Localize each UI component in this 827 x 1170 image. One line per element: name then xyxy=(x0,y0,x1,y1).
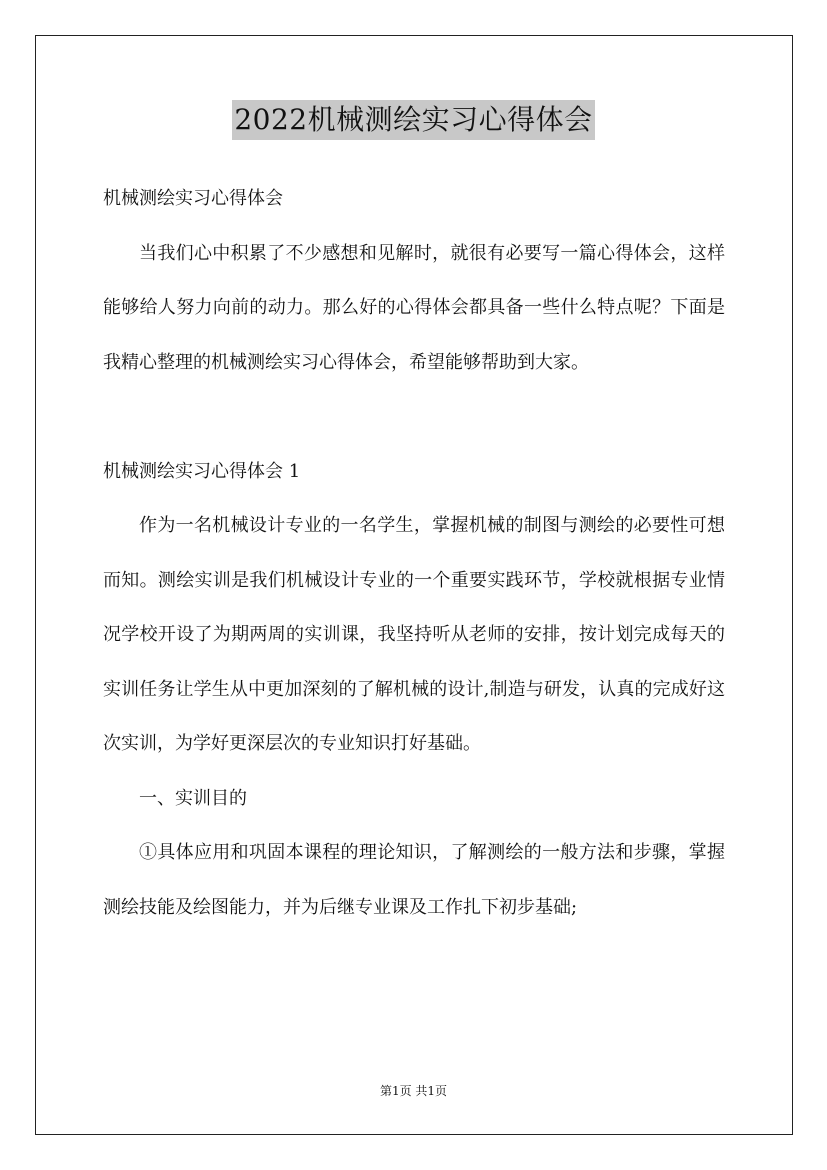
page-footer xyxy=(0,1083,827,1099)
section-1-paragraph: 作为一名机械设计专业的一名学生，掌握机械的制图与测绘的必要性可想而知。测绘实训是我们机械设计专业的一个重要实践环节，学校就根据专业情况学校开设了为期两周的实训课，我坚持听从老师的安排，按计划完成每天的实训任务让学生从中更加深刻的了解机械的设计,制造与研发，认真的完成好这次实训，为学好更深层次的专业知识打好基础。 xyxy=(103,515,725,754)
objective-item-1: ①具体应用和巩固本课程的理论知识，了解测绘的一般方法和步骤，掌握测绘技能及绘图能力，并为后继专业课及工作扎下初步基础; xyxy=(103,842,725,918)
page-indicator: 第1页 共1页 xyxy=(379,1084,448,1098)
objective-heading: 一、实训目的 xyxy=(139,787,247,809)
intro-paragraph: 当我们心中积累了不少感想和见解时，就很有必要写一篇心得体会，这样能够给人努力向前的动力。那么好的心得体会都具备一些什么特点呢？下面是我精心整理的机械测绘实习心得体会，希望能够帮助到大家。 xyxy=(103,242,725,373)
title-container xyxy=(0,100,827,140)
document-subtitle: 机械测绘实习心得体会 xyxy=(103,188,283,209)
section-heading-1: 机械测绘实习心得体会 1 xyxy=(103,460,301,482)
document-title: 2022机械测绘实习心得体会 xyxy=(232,100,594,140)
document-body xyxy=(103,172,725,935)
